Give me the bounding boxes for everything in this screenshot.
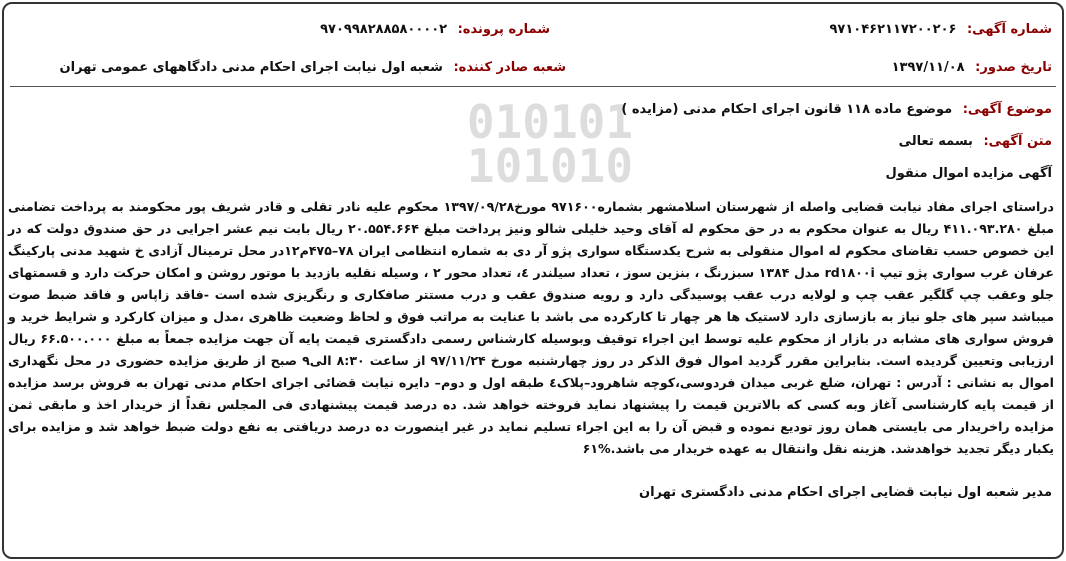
case-number-label: شماره پرونده: — [457, 22, 550, 37]
text-label: متن آگهی: — [983, 134, 1052, 149]
subject-value: موضوع ماده ۱۱۸ قانون اجرای احکام مدنی (مزایده ) — [621, 102, 953, 117]
binary-watermark: 010101 101010 — [466, 95, 634, 193]
issuer-row — [60, 60, 566, 75]
basmala: بسمه تعالی — [898, 134, 973, 149]
header-divider — [10, 86, 1056, 87]
text-row — [899, 134, 1052, 149]
notice-title: آگهی مزایده اموال منقول — [885, 166, 1052, 181]
issue-date: ۱۳۹۷/۱۱/۰۸ — [891, 60, 965, 75]
signature: مدیر شعبه اول نیابت قضایی اجرای احکام مدنی دادگستری تهران — [638, 485, 1052, 500]
case-number-row — [320, 22, 550, 37]
ad-number-label: شماره آگهی: — [966, 22, 1052, 37]
ad-number: ۹۷۱۰۴۶۲۱۱۷۲۰۰۲۰۶ — [829, 22, 957, 37]
notice-body: دراستای اجرای مفاد نیابت قضایی واصله از شهرستان اسلامشهر بشماره۹۷۱۶۰۰ مورخ۱۳۹۷/۰۹/۲۸ محکوم علیه نادر تقلی و قادر شریف پور محکومند به پرداخت تضامنی مبلغ ۴۱۱.۰۹۳.۲۸۰ ریال به عنوان محکوم به در حق محکوم له آقای وحید خلیلی شالو ونیز پرداخت مبلغ ۲۰.۵۵۴.۶۶۴ ریال بابت نیم عشر اجرایی در حق صندوق دولت که در این خصوص حسب تقاضای محکوم له اموال منقولی به شرح یکدستگاه سواری پژو آر دی به شماره انتظامی ایران ۷۸–۴۷۵م۱۲در محل ترمینال آزادی خ شهید مدنی پارکینگ عرفان غرب سواری پژو تیپ rd۱۸۰۰i مدل ۱۳۸۴ سبزرنگ ، بنزین سوز ، تعداد سیلندر ٤، تعداد محور ۲ ، وسیله نقلیه بازدید با موتور روشن و امکان حرکت دارد و قسمتهای جلو وعقب چپ گلگیر عقب چپ و لولایه درب عقب پوسیدگی دارد و رویه صندوق عقب و درب مستتر صافکاری و رنگریزی شده است -فاقد زاپاس و فاقد ضبط صوت میباشد سپر های جلو نیاز به بازسازی دارد لاستیک ها هر چهار تا کارکرده می باشد با عنایت به مراتب فوق و لحاظ وضعیت ظاهری ،مدل و میزان کارکرد و شرایط خرید و فروش سواری های مشابه در بازار از محکوم علیه توسط این اجراء توقیف وبوسیله کارشناس رسمی دادگستری قیمت پایه آن جهت مزایده جمعاً به مبلغ ۶۶.۵۰۰.۰۰۰ ریال ارزیابی وتعیین گردیده است. بنابراین مقرر گردید اموال فوق الذکر در روز چهارشنبه مورخ ۹۷/۱۱/۲۴ از ساعت ۸:۳۰ الی۹ صبح از طریق مزایده حضوری در محل نگهداری اموال به نشانی : آدرس : تهران، ضلع غربی میدان فردوسی،کوچه شاهرود–پلاک٤ طبقه اول و دوم– دایره نیابت قضائی اجرای احکام مدنی تهران به فروش برسد مزایده از قیمت پایه کارشناسی آغاز وبه کسی که بالاترین قیمت را پیشنهاد نماید فروخته خواهد شد. ده درصد قیمت پیشنهادی فی المجلس نقداً از خریدار اخذ و مابقی ثمن مزایده راخریدار می بایستی همان روز تودیع نموده و قبض آن را به این اجراء تسلیم نماید در غیر اینصورت ده درصد دریافتی به نفع دولت ضبط خواهد شد و مزایده برای یکبار دیگر تجدید خواهدشد. هزینه نقل وانتقال به عهده خریدار می باشد.%۶۱ — [8, 199, 1055, 456]
case-number: ۹۷۰۹۹۸۲۸۸۵۸۰۰۰۰۲ — [320, 22, 448, 37]
subject-label: موضوع آگهی: — [962, 102, 1052, 117]
ad-number-row — [830, 22, 1053, 37]
subject-row — [621, 102, 1052, 117]
issuer-label: شعبه صادر کننده: — [453, 60, 566, 75]
issuer: شعبه اول نیابت اجرای احکام مدنی دادگاههای عمومی تهران — [59, 60, 443, 75]
issue-date-label: تاریخ صدور: — [975, 60, 1052, 75]
issue-date-row — [892, 60, 1052, 75]
